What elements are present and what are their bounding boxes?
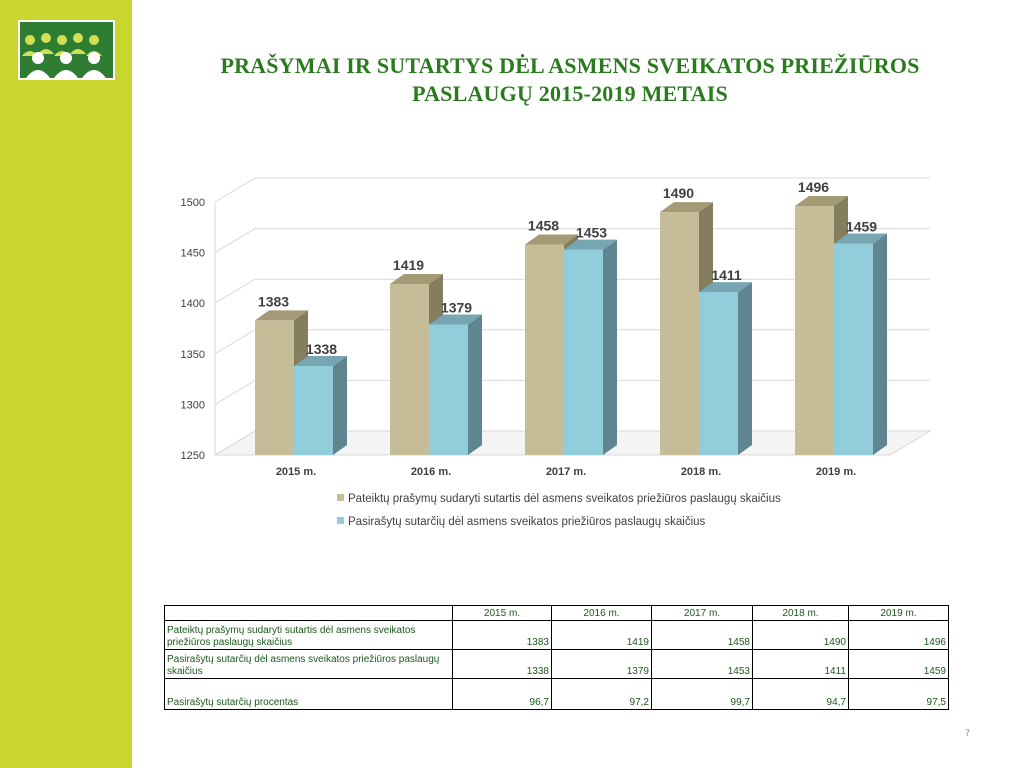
- data-table: [164, 605, 949, 710]
- table-row: [165, 650, 949, 679]
- gridline-side: [215, 229, 255, 253]
- table-cell: 1338: [453, 650, 552, 679]
- table-cell: 1379: [552, 650, 652, 679]
- data-label: 1496: [797, 179, 830, 196]
- page-number: 7: [964, 728, 970, 738]
- table-row-label: Pasirašytų sutarčių dėl asmens sveikatos priežiūros paslaugų skaičius: [165, 650, 453, 679]
- data-label: 1338: [305, 340, 338, 357]
- x-tick-label: 2016 m.: [410, 466, 452, 478]
- y-tick-label: 1300: [180, 399, 205, 412]
- table-cell: 1419: [552, 621, 652, 650]
- bar: [255, 320, 294, 455]
- gridline-side: [215, 330, 255, 354]
- table-cell: 1453: [652, 650, 753, 679]
- data-label: 1490: [662, 185, 695, 202]
- chart-x-axis: [276, 466, 856, 478]
- y-tick-label: 1400: [180, 298, 205, 311]
- x-tick-label: 2019 m.: [815, 466, 857, 478]
- data-label: 1419: [392, 256, 425, 273]
- table-row-label: Pasirašytų sutarčių procentas: [165, 679, 453, 710]
- data-label: 1379: [440, 299, 473, 316]
- bar: [660, 212, 699, 455]
- bar: [564, 250, 603, 455]
- table-cell: 99,7: [652, 679, 753, 710]
- table-header-cell: 2018 m.: [753, 606, 849, 621]
- table-cell: 1459: [849, 650, 949, 679]
- data-label: 1383: [257, 293, 290, 310]
- legend-entry: Pateiktų prašymų sudaryti sutartis dėl asmens sveikatos priežiūros paslaugų skaičius: [348, 493, 781, 505]
- table-header-cell: [165, 606, 453, 621]
- table-cell: 1411: [753, 650, 849, 679]
- slide-title-line-1: PRAŠYMAI IR SUTARTYS DĖL ASMENS SVEIKATOS PRIEŽIŪROS: [220, 53, 920, 78]
- data-label: 1459: [845, 218, 878, 235]
- table-header-row: [165, 606, 949, 621]
- data-label: 1453: [575, 224, 608, 241]
- bar-side: [873, 233, 887, 455]
- table-header-cell: 2015 m.: [453, 606, 552, 621]
- legend-swatch: [337, 517, 344, 524]
- y-tick-label: 1250: [180, 450, 205, 462]
- chart-legend: [337, 493, 781, 528]
- table-header-cell: 2019 m.: [849, 606, 949, 621]
- data-label: 1411: [711, 267, 742, 284]
- table-header-cell: 2016 m.: [552, 606, 652, 621]
- bar-side: [333, 356, 347, 455]
- table-cell: 1383: [453, 621, 552, 650]
- table-row-label: Pateiktų prašymų sudaryti sutartis dėl asmens sveikatos priežiūros paslaugų skaičius: [165, 621, 453, 650]
- table-row: [165, 621, 949, 650]
- table-cell: 1496: [849, 621, 949, 650]
- bar: [699, 292, 738, 455]
- x-tick-label: 2017 m.: [545, 466, 587, 478]
- table-cell: 97,5: [849, 679, 949, 710]
- legend-entry: Pasirašytų sutarčių dėl asmens sveikatos priežiūros paslaugų skaičius: [348, 516, 706, 528]
- bar-side: [738, 282, 752, 455]
- table-cell: 97,2: [552, 679, 652, 710]
- table-cell: 1458: [652, 621, 753, 650]
- bar: [834, 243, 873, 455]
- table-cell: 1490: [753, 621, 849, 650]
- bar: [294, 366, 333, 455]
- y-tick-label: 1500: [180, 197, 205, 209]
- y-tick-label: 1350: [180, 348, 205, 361]
- table-cell: 94,7: [753, 679, 849, 710]
- x-tick-label: 2015 m.: [275, 466, 317, 478]
- data-label: 1458: [527, 217, 560, 234]
- x-tick-label: 2018 m.: [680, 466, 722, 478]
- gridline-side: [215, 178, 255, 202]
- bar-side: [603, 240, 617, 455]
- gridline-side: [215, 380, 255, 404]
- bar: [429, 324, 468, 455]
- table-row: [165, 679, 949, 710]
- slide-title-line-2: PASLAUGŲ 2015-2019 METAIS: [412, 81, 728, 106]
- table-cell: 96,7: [453, 679, 552, 710]
- bar: [795, 206, 834, 455]
- legend-swatch: [337, 494, 344, 501]
- gridline-side: [215, 279, 255, 303]
- chart-y-axis: [181, 197, 205, 462]
- y-tick-label: 1450: [180, 247, 205, 260]
- table-header-cell: 2017 m.: [652, 606, 753, 621]
- bar: [390, 284, 429, 455]
- bar-side: [468, 314, 482, 455]
- bar: [525, 245, 564, 455]
